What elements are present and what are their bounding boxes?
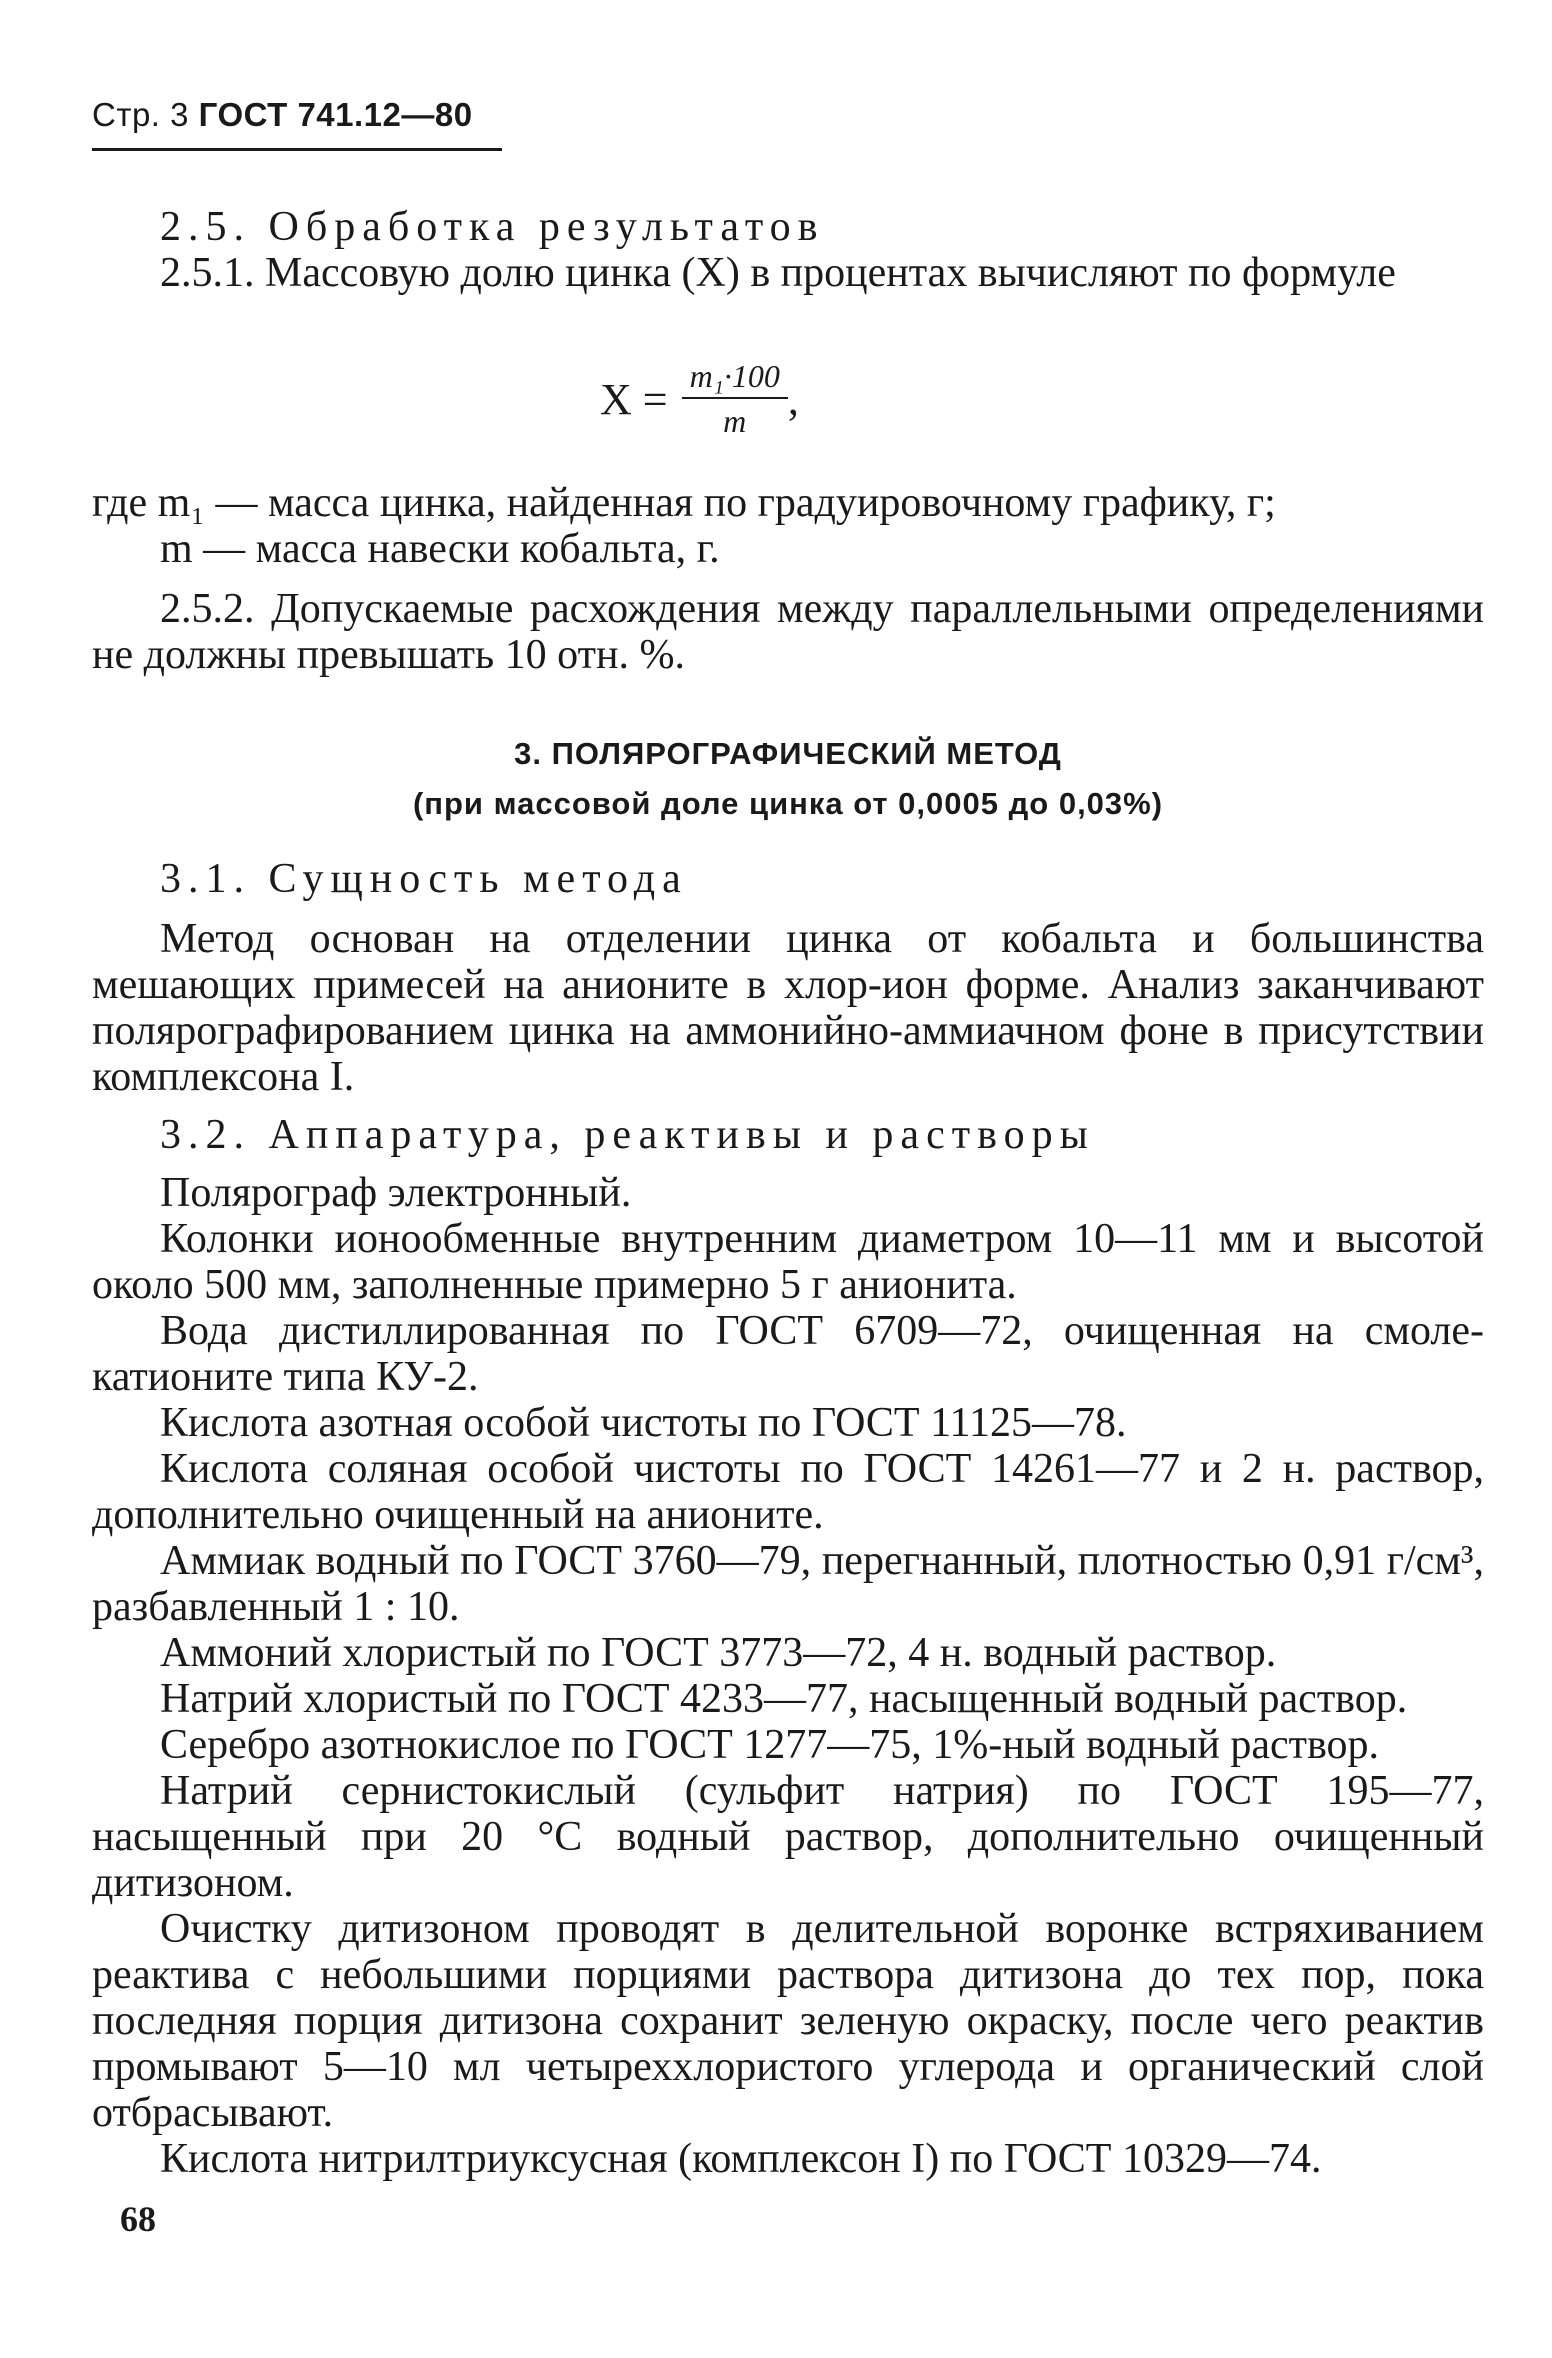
page-label: Стр. 3 (92, 96, 189, 133)
list-item: Натрий сернистокислый (сульфит натрия) по ГОСТ 195—77, насыщенный при 20 °С водный раствор, дополнительно очищенный дитизоном. (92, 1768, 1484, 1906)
formula-denominator: m (723, 403, 747, 439)
where-line-1: где m₁ — масса цинка, найденная по градуировочному графику, г; (92, 480, 1276, 526)
section-3-title: 3. ПОЛЯРОГРАФИЧЕСКИЙ МЕТОД (514, 736, 1062, 771)
page-number: 68 (120, 2199, 156, 2239)
formula-fraction (682, 358, 788, 440)
formula-lhs: X = (600, 374, 668, 424)
formula-comma: , (787, 374, 799, 424)
running-header (92, 96, 502, 151)
standard-number: ГОСТ 741.12—80 (198, 96, 473, 133)
section-3-2 (92, 1112, 1484, 2182)
list-item: Аммоний хлористый по ГОСТ 3773—72, 4 н. водный раствор. (160, 1630, 1277, 1676)
reagent-list (92, 1170, 1484, 2182)
list-item: Кислота соляная особой чистоты по ГОСТ 14261—77 и 2 н. раствор, дополнительно очищенный на анионите. (92, 1446, 1484, 1538)
list-item: Вода дистиллированная по ГОСТ 6709—72, очищенная на смоле-катионите типа КУ-2. (92, 1308, 1484, 1400)
section-2-5 (92, 204, 1484, 296)
list-item: Полярограф электронный. (160, 1170, 632, 1216)
paragraph-2-5-2: 2.5.2. Допускаемые расхождения между параллельными определениями не должны превышать 10 отн. %. (92, 586, 1484, 678)
where-line-2: m — масса навески кобальта, г. (160, 526, 720, 572)
section-3-2-title: 3.2. Аппаратура, реактивы и растворы (160, 1112, 1095, 1158)
list-item: Натрий хлористый по ГОСТ 4233—77, насыщенный водный раствор. (160, 1676, 1408, 1722)
paragraph-3-1: Метод основан на отделении цинка от кобальта и большинства мешающих примесей на анионите в хлор-ион форме. Анализ заканчивают полярографированием цинка на аммонийно-аммиачном фоне в присутствии комплексона I. (92, 916, 1484, 1100)
list-item: Очистку дитизоном проводят в делительной воронке встряхиванием реактива с небольшими порциями раствора дитизона до тех пор, пока последняя порция дитизона сохранит зеленую окраску, после чего реактив промывают 5—10 мл четыреххлористого углерода и органический слой отбрасывают. (92, 1906, 1484, 2136)
list-item: Серебро азотнокислое по ГОСТ 1277—75, 1%-ный водный раствор. (160, 1722, 1380, 1768)
list-item: Кислота нитрилтриуксусная (комплексон I) по ГОСТ 10329—74. (160, 2136, 1322, 2182)
section-3-1-title: 3.1. Сущность метода (160, 856, 688, 902)
section-2-5-title: 2.5. Обработка результатов (160, 204, 825, 250)
formula (600, 358, 799, 440)
section-3-subtitle: (при массовой доле цинка от 0,0005 до 0,03%) (412, 786, 1164, 821)
formula-numerator: m₁·100 (682, 358, 788, 399)
section-3-1 (92, 856, 1484, 1100)
paragraph-2-5-1: 2.5.1. Массовую долю цинка (X) в процентах вычисляют по формуле (160, 250, 1396, 296)
list-item: Аммиак водный по ГОСТ 3760—79, перегнанный, плотностью 0,91 г/см³, разбавленный 1 : 10. (92, 1538, 1484, 1630)
list-item: Колонки ионообменные внутренним диаметром 10—11 мм и высотой около 500 мм, заполненные примерно 5 г анионита. (92, 1216, 1484, 1308)
list-item: Кислота азотная особой чистоты по ГОСТ 11125—78. (160, 1400, 1127, 1446)
formula-explanation (92, 480, 1484, 678)
